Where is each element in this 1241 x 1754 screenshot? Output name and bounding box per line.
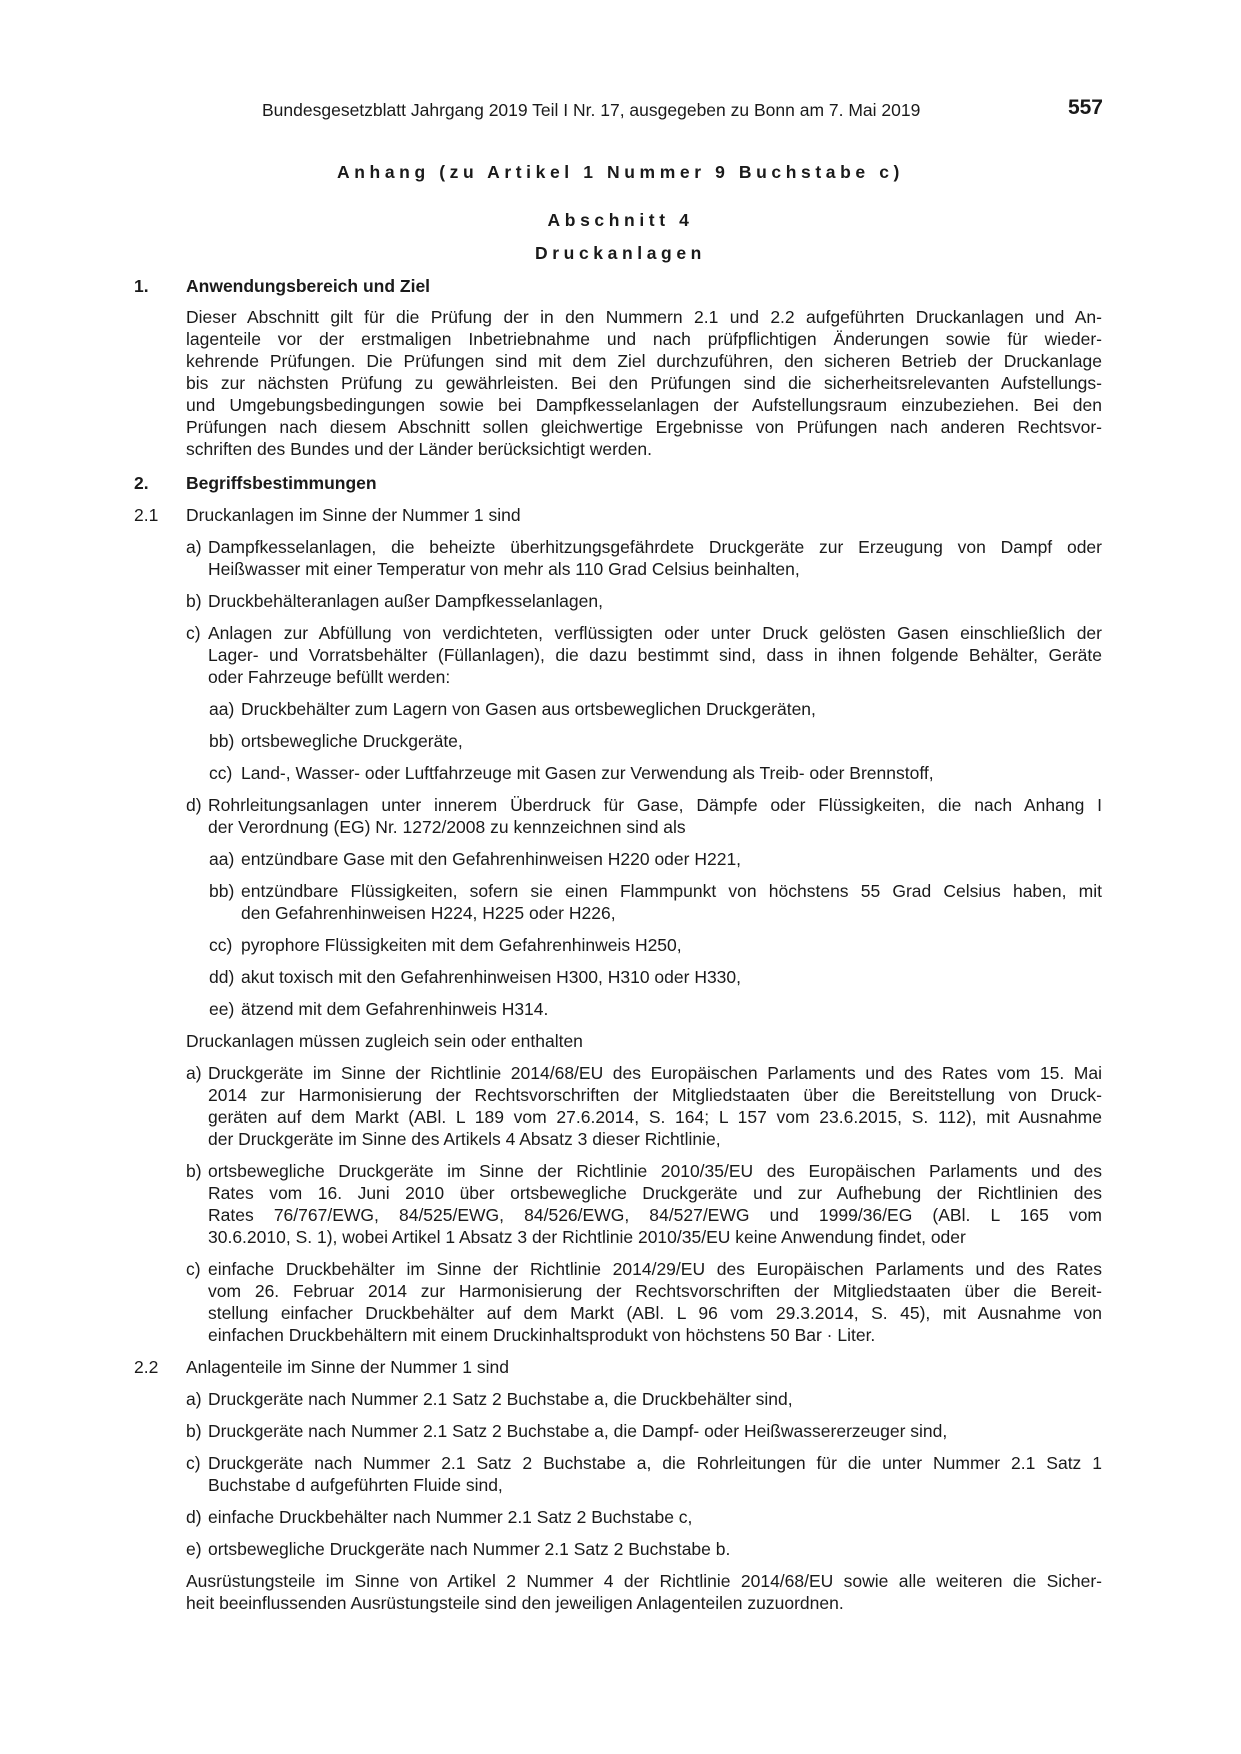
section-2-2-number: 2.2 <box>134 1357 159 1377</box>
paragraph-line: und Umgebungsbedingungen sowie bei Dampfkesselanlagen der Aufstellungsraum einzubeziehen. Bei den <box>186 395 1102 415</box>
item-label: d) <box>186 1507 202 1527</box>
item-line: Druckgeräte nach Nummer 2.1 Satz 2 Buchstabe a, die Rohrleitungen für die unter Nummer 2.1 Satz 1 <box>208 1453 1102 1473</box>
list-item <box>186 1160 1102 1248</box>
paragraph-line: Ausrüstungsteile im Sinne von Artikel 2 Nummer 4 der Richtlinie 2014/68/EU sowie alle weiteren die Sicher- <box>186 1571 1102 1591</box>
topic-heading: Druckanlagen <box>535 243 706 263</box>
item-line: 30.6.2010, S. 1), wobei Artikel 1 Absatz 3 der Richtlinie 2010/35/EU keine Anwendung findet, oder <box>208 1227 966 1247</box>
sub-list-item <box>209 880 1102 924</box>
item-line: geräten auf dem Markt (ABl. L 189 vom 27.6.2014, S. 164; L 157 vom 23.6.2015, S. 112), mit Ausnahme <box>208 1107 1102 1127</box>
item-label: b) <box>186 1421 202 1441</box>
section-1-title: Anwendungsbereich und Ziel <box>186 276 431 296</box>
item-line: Druckgeräte im Sinne der Richtlinie 2014/68/EU des Europäischen Parlaments und des Rates vom 15. Mai <box>208 1063 1102 1083</box>
list-item <box>186 1452 1102 1496</box>
item-label: cc) <box>209 935 233 955</box>
section-heading: Abschnitt 4 <box>547 210 694 230</box>
paragraph-line: heit beeinflussenden Ausrüstungsteile sind den jeweiligen Anlagenteilen zuzuordnen. <box>186 1593 844 1613</box>
paragraph-line: kehrende Prüfungen. Die Prüfungen sind mit dem Ziel durchzuführen, den sicheren Betrieb der Druckanlage <box>186 351 1102 371</box>
item-line: 2014 zur Harmonisierung der Rechtsvorschriften der Mitgliedstaaten über die Bereitstellung von Druck- <box>208 1085 1102 1105</box>
list-item <box>186 590 603 612</box>
item-line: oder Fahrzeuge befüllt werden: <box>208 667 451 687</box>
item-label: c) <box>186 623 201 643</box>
sub-list-item <box>209 848 741 870</box>
item-label: c) <box>186 1453 201 1473</box>
item-label: cc) <box>209 763 233 783</box>
item-line: Heißwasser mit einer Temperatur von mehr als 110 Grad Celsius beinhalten, <box>208 559 800 579</box>
section-2-1-intro: Druckanlagen im Sinne der Nummer 1 sind <box>186 505 521 525</box>
paragraph-line: lagenteile vor der erstmaligen Inbetriebnahme und nach prüfpflichtigen Änderungen sowie für wieder- <box>186 329 1102 349</box>
page-number: 557 <box>1067 96 1103 119</box>
section-2-number: 2. <box>134 473 149 493</box>
item-line: entzündbare Flüssigkeiten, sofern sie einen Flammpunkt von höchstens 55 Grad Celsius haben, mit <box>241 881 1102 901</box>
item-label: d) <box>186 795 202 815</box>
item-label: e) <box>186 1539 202 1559</box>
item-line: Rates vom 16. Juni 2010 über ortsbewegliche Druckgeräte und zur Aufhebung der Richtlinien des <box>208 1183 1102 1203</box>
paragraph-line: bis zur nächsten Prüfung zu gewährleisten. Bei den Prüfungen sind die sicherheitsrelevanten Aufstellungs- <box>186 373 1102 393</box>
item-line: stellung einfacher Druckbehälter auf dem Markt (ABl. L 96 vom 29.3.2014, S. 45), mit Ausnahme von <box>208 1303 1102 1323</box>
item-line: einfache Druckbehälter im Sinne der Richtlinie 2014/29/EU des Europäischen Parlaments und des Rates <box>208 1259 1102 1279</box>
item-label: a) <box>186 537 202 557</box>
list-item <box>186 1538 730 1560</box>
section-2-1-number: 2.1 <box>134 505 159 525</box>
item-label: c) <box>186 1259 201 1279</box>
section-2-2-closing <box>186 1570 1102 1614</box>
item-text: entzündbare Gase mit den Gefahrenhinweisen H220 oder H221, <box>241 849 742 869</box>
item-line: Dampfkesselanlagen, die beheizte überhitzungsgefährdete Druckgeräte zur Erzeugung von Dampf oder <box>208 537 1102 557</box>
item-label: aa) <box>209 699 235 719</box>
section-2-1-intro-2: Druckanlagen müssen zugleich sein oder enthalten <box>186 1031 583 1051</box>
item-text: pyrophore Flüssigkeiten mit dem Gefahrenhinweis H250, <box>241 935 682 955</box>
item-label: aa) <box>209 849 235 869</box>
item-text: einfache Druckbehälter nach Nummer 2.1 Satz 2 Buchstabe c, <box>208 1507 693 1527</box>
item-line: der Verordnung (EG) Nr. 1272/2008 zu kennzeichnen sind als <box>208 817 686 837</box>
list-item <box>186 1420 947 1442</box>
paragraph-line: Prüfungen nach diesem Abschnitt sollen gleichwertige Ergebnisse von Prüfungen nach anderen Rechtsvor- <box>186 417 1102 437</box>
item-text: Druckgeräte nach Nummer 2.1 Satz 2 Buchstabe a, die Druckbehälter sind, <box>208 1389 793 1409</box>
list-item <box>186 1388 793 1410</box>
sub-list-item <box>209 698 816 720</box>
paragraph-line: schriften des Bundes und der Länder berücksichtigt werden. <box>186 439 652 459</box>
item-line: Lager- und Vorratsbehälter (Füllanlagen), die dazu bestimmt sind, dass in ihnen folgende Behälter, Geräte <box>208 645 1102 665</box>
section-1-paragraph <box>186 306 1102 460</box>
item-text: Druckbehälteranlagen außer Dampfkesselanlagen, <box>208 591 603 611</box>
item-line: der Druckgeräte im Sinne des Artikels 4 Absatz 3 dieser Richtlinie, <box>208 1129 721 1149</box>
item-text: Land-, Wasser- oder Luftfahrzeuge mit Gasen zur Verwendung als Treib- oder Brennstoff, <box>241 763 934 783</box>
item-label: ee) <box>209 999 235 1019</box>
item-label: a) <box>186 1389 202 1409</box>
item-text: Druckbehälter zum Lagern von Gasen aus ortsbeweglichen Druckgeräten, <box>241 699 816 719</box>
list-item <box>186 794 1102 838</box>
item-label: dd) <box>209 967 235 987</box>
section-2-title: Begriffsbestimmungen <box>186 473 377 493</box>
item-label: b) <box>186 1161 202 1181</box>
item-label: bb) <box>209 881 235 901</box>
item-text: ätzend mit dem Gefahrenhinweis H314. <box>241 999 549 1019</box>
section-1-number: 1. <box>134 276 149 296</box>
paragraph-line: Dieser Abschnitt gilt für die Prüfung der in den Nummern 2.1 und 2.2 aufgeführten Druckanlagen und An- <box>186 307 1102 327</box>
item-text: akut toxisch mit den Gefahrenhinweisen H300, H310 oder H330, <box>241 967 742 987</box>
item-label: b) <box>186 591 202 611</box>
item-text: ortsbewegliche Druckgeräte nach Nummer 2.1 Satz 2 Buchstabe b. <box>208 1539 731 1559</box>
item-line: vom 26. Februar 2014 zur Harmonisierung der Rechtsvorschriften der Mitgliedstaaten über die Bereit- <box>208 1281 1102 1301</box>
item-text: Druckgeräte nach Nummer 2.1 Satz 2 Buchstabe a, die Dampf- oder Heißwassererzeuger sind, <box>208 1421 948 1441</box>
sub-list-item <box>209 966 741 988</box>
list-item <box>186 536 1102 580</box>
item-line: ortsbewegliche Druckgeräte im Sinne der Richtlinie 2010/35/EU des Europäischen Parlaments und des <box>208 1161 1102 1181</box>
item-line: einfachen Druckbehältern mit einem Druckinhaltsprodukt von höchstens 50 Bar · Liter. <box>208 1325 876 1345</box>
sub-list-item <box>209 730 463 752</box>
item-line: den Gefahrenhinweisen H224, H225 oder H226, <box>241 903 616 923</box>
item-line: Anlagen zur Abfüllung von verdichteten, verflüssigten oder unter Druck gelösten Gasen einschließlich der <box>208 623 1102 643</box>
sub-list-item <box>209 762 934 784</box>
item-line: Rates 76/767/EWG, 84/525/EWG, 84/526/EWG, 84/527/EWG und 1999/36/EG (ABl. L 165 vom <box>208 1205 1102 1225</box>
gazette-title: Bundesgesetzblatt Jahrgang 2019 Teil I Nr. 17, ausgegeben zu Bonn am 7. Mai 2019 <box>262 100 921 120</box>
sub-list-item <box>209 934 682 956</box>
list-item <box>186 622 1102 688</box>
item-text: ortsbewegliche Druckgeräte, <box>241 731 463 751</box>
list-item <box>186 1506 692 1528</box>
section-2-2-intro: Anlagenteile im Sinne der Nummer 1 sind <box>186 1357 509 1377</box>
item-label: a) <box>186 1063 202 1083</box>
item-line: Rohrleitungsanlagen unter innerem Überdruck für Gase, Dämpfe oder Flüssigkeiten, die nach Anhang I <box>208 795 1102 815</box>
sub-list-item <box>209 998 548 1020</box>
item-line: Buchstabe d aufgeführten Fluide sind, <box>208 1475 503 1495</box>
list-item <box>186 1062 1102 1150</box>
list-item <box>186 1258 1102 1346</box>
item-label: bb) <box>209 731 235 751</box>
annex-heading: Anhang (zu Artikel 1 Nummer 9 Buchstabe c) <box>337 162 904 182</box>
